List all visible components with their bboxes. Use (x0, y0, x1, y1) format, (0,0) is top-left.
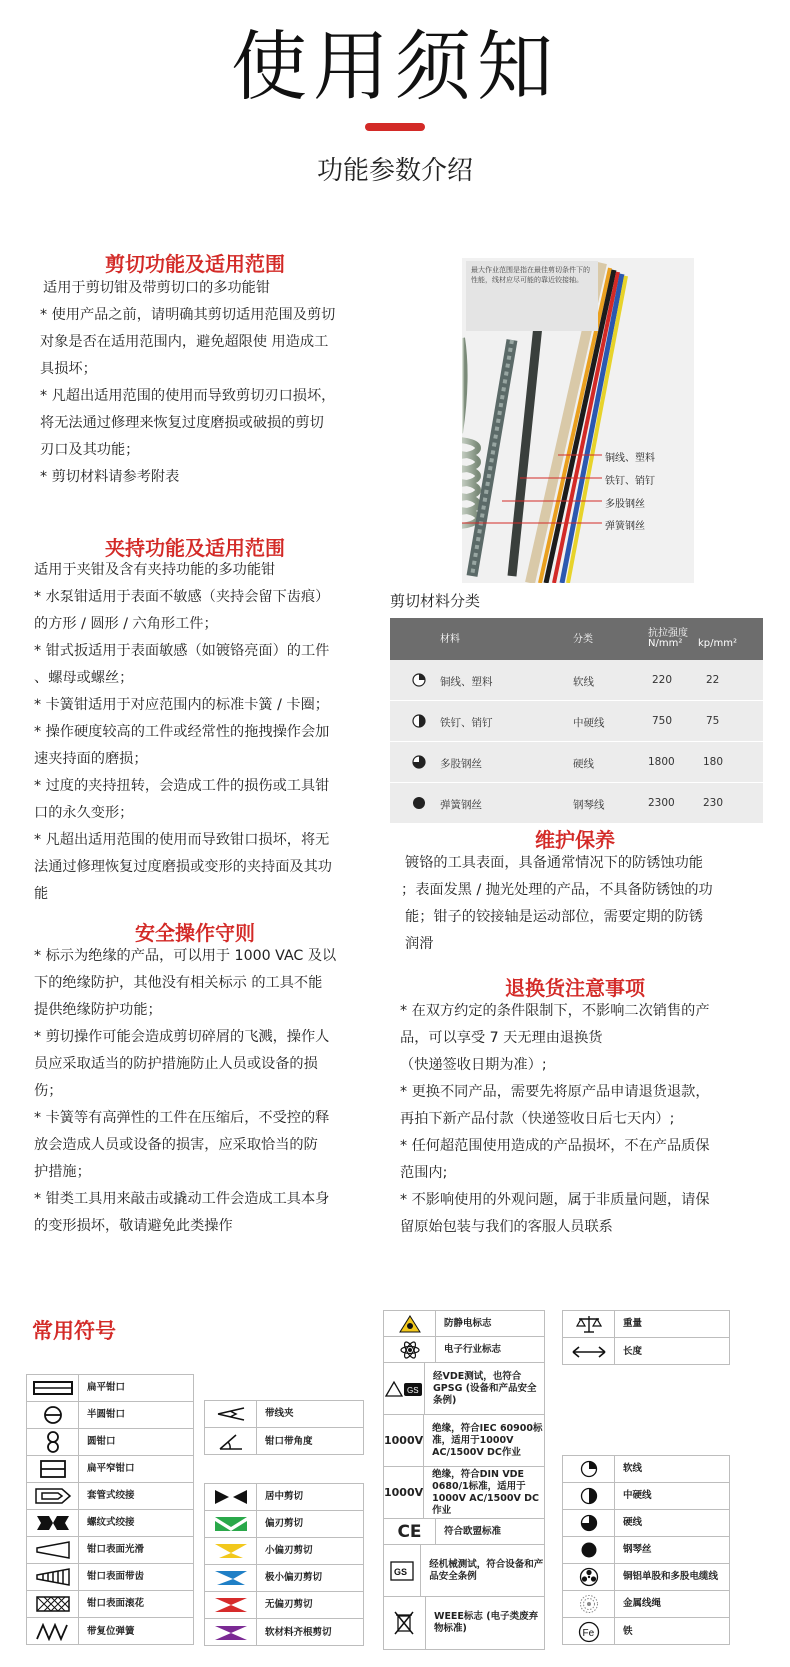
small-bevel-cut-icon (205, 1538, 257, 1564)
soft-flush-cut-icon (205, 1619, 257, 1646)
svg-text:GS: GS (407, 1385, 419, 1395)
safety-line: * 剪切操作可能会造成剪切碎屑的飞溅，操作人 (34, 1029, 330, 1045)
symbol-label: 中硬线 (623, 1490, 652, 1501)
symbol-row (205, 1565, 363, 1592)
symbol-row (563, 1510, 729, 1537)
cell-n: 220 (652, 674, 673, 686)
symbols-standards-table (383, 1310, 545, 1650)
symbol-label: 软线 (623, 1463, 643, 1474)
symbol-label: 圆钳口 (87, 1436, 116, 1447)
symbol-label: 符合欧盟标准 (444, 1525, 502, 1537)
vde-1000v-icon: 1000V (384, 1467, 424, 1518)
table-row (390, 660, 763, 701)
symbol-row (27, 1483, 193, 1510)
symbol-label: 绝缘，符合IEC 60900标准，适用于1000V AC/1500V DC作业 (432, 1422, 543, 1458)
clamp-line: 速夹持面的磨损； (34, 751, 148, 767)
symbol-label: 硬线 (623, 1517, 643, 1528)
angled-jaw-icon (205, 1428, 257, 1455)
maint-line: 润滑 (405, 936, 434, 952)
symbol-row (384, 1597, 544, 1649)
esd-icon (384, 1311, 436, 1336)
safety-line: 伤； (34, 1083, 63, 1099)
clamp-line: * 凡超出适用范围的使用而导致钳口损坏，将无 (34, 832, 330, 848)
symbols-jaws-table (26, 1374, 194, 1645)
symbol-label: 经VDE测试，也符合GPSG (设备和产品安全条例) (433, 1370, 537, 1406)
vde-gs-icon (384, 1363, 425, 1414)
round-jaw-icon (27, 1429, 79, 1455)
symbol-row (384, 1519, 544, 1545)
symbol-row (27, 1618, 193, 1645)
symbol-row (384, 1311, 544, 1337)
header-strength: 抗拉强度 (648, 628, 688, 639)
iec-1000v-icon: 1000V (384, 1415, 424, 1466)
clamp-heading: 夹持功能及适用范围 (105, 536, 285, 560)
wire-label-copper: 铜线、塑料 (605, 453, 655, 464)
symbols-cut-table (204, 1483, 364, 1646)
symbol-label: 重量 (623, 1318, 643, 1329)
symbol-label: 铜铝单股和多股电缆线 (623, 1571, 719, 1582)
symbol-row (384, 1415, 544, 1467)
cut-heading: 剪切功能及适用范围 (105, 252, 285, 276)
table-header (390, 618, 763, 660)
symbol-row (27, 1429, 193, 1456)
symbol-label: 软材料齐根剪切 (265, 1626, 332, 1638)
cell-category: 硬线 (573, 758, 594, 770)
cut-line: 适用于剪切钳及带剪切口的多功能钳 (43, 280, 271, 296)
safety-body (34, 943, 364, 1240)
cell-kp: 180 (703, 756, 724, 768)
symbol-label: 金属线绳 (623, 1598, 662, 1609)
maint-line: ；表面发黑 / 抛光处理的产品，不具备防锈蚀的功 (401, 882, 713, 898)
returns-line: 再拍下新产品付款（快递签收日后七天内）; (400, 1111, 675, 1127)
cell-kp: 230 (703, 797, 724, 809)
weee-icon (384, 1597, 426, 1649)
page-title: 使用须知 (231, 22, 559, 111)
cell-kp: 22 (706, 674, 720, 686)
weight-icon (563, 1311, 615, 1337)
header-unit-n: N/mm² (648, 638, 683, 649)
symbol-row (27, 1456, 193, 1483)
electronics-icon (384, 1337, 436, 1362)
symbol-label: 螺纹式绞接 (87, 1517, 135, 1528)
maint-body (401, 850, 765, 958)
cell-n: 2300 (648, 797, 675, 809)
returns-heading: 退换货注意事项 (505, 976, 645, 1000)
wire-label-spring: 弹簧钢丝 (605, 521, 645, 532)
clamp-line: 口的永久变形； (34, 805, 134, 821)
half-round-jaw-icon (27, 1402, 79, 1428)
symbol-row (205, 1538, 363, 1565)
symbol-row (563, 1483, 729, 1510)
header-material: 材料 (440, 634, 460, 645)
symbol-label: 经机械测试，符合设备和产品安全条例 (429, 1558, 544, 1582)
symbols-wire-table (562, 1455, 730, 1645)
clamp-line: * 钳式扳适用于表面敏感（如镀铬亮面）的工件 (34, 643, 330, 659)
spring-wire (462, 338, 478, 526)
header-unit-kp: kp/mm² (698, 638, 737, 649)
symbol-row (27, 1564, 193, 1591)
gs-mechanical-icon (384, 1545, 421, 1596)
narrow-flat-jaw-icon (27, 1456, 79, 1482)
cell-n: 1800 (648, 756, 675, 768)
soft-wire-icon (412, 673, 426, 690)
symbol-row (27, 1537, 193, 1564)
symbol-row (205, 1401, 363, 1428)
cell-material: 多股钢丝 (440, 758, 482, 770)
clamp-line: 能 (34, 886, 49, 902)
svg-text:GS: GS (394, 1566, 408, 1577)
photo-note: 最大作业范围是指在最佳剪切条件下的性能，线材应尽可能的靠近铰接轴。 (466, 261, 598, 331)
symbol-row (205, 1484, 363, 1511)
symbol-row (205, 1592, 363, 1619)
title-underline (365, 123, 425, 131)
symbol-label: 电子行业标志 (444, 1343, 502, 1355)
center-cut-icon (205, 1484, 257, 1510)
wire-label-nail: 铁钉、销钉 (605, 476, 655, 487)
knurled-jaw-icon (27, 1591, 79, 1617)
symbol-row (384, 1363, 544, 1415)
symbol-label: 偏刃剪切 (265, 1518, 304, 1529)
cable-icon (563, 1564, 615, 1590)
table-row (390, 783, 763, 824)
symbol-label: WEEE标志 (电子类废弃物标准) (433, 1611, 539, 1634)
symbol-label: 绝缘，符合DIN VDE 0680/1标准，适用于1000V AC/1500V DC作业 (432, 1468, 539, 1516)
header-category: 分类 (573, 634, 593, 645)
safety-heading: 安全操作守则 (135, 921, 255, 945)
symbol-row (563, 1537, 729, 1564)
wire-rope-icon (563, 1591, 615, 1617)
symbol-row (563, 1338, 729, 1365)
cell-n: 750 (652, 715, 673, 727)
symbol-row (563, 1456, 729, 1483)
symbol-row (27, 1402, 193, 1429)
symbol-label: 小偏刃剪切 (265, 1545, 313, 1556)
returns-line: * 任何超范围使用造成的产品损坏，不在产品质保 (400, 1138, 710, 1154)
returns-line: * 更换不同产品，需要先将原产品申请退货退款， (400, 1084, 710, 1100)
flush-cut-icon (205, 1592, 257, 1618)
symbol-label: 长度 (623, 1345, 643, 1357)
symbol-label: 带线夹 (265, 1408, 294, 1419)
cut-line: * 剪切材料请参考附表 (40, 469, 180, 485)
clamp-line: * 卡簧钳适用于对应范围内的标准卡簧 / 卡圈； (34, 697, 329, 713)
returns-body (400, 998, 770, 1241)
cut-line: 对象是否在适用范围内，避免超限使 用造成工 (40, 334, 329, 350)
symbol-row (384, 1467, 544, 1519)
symbol-label: 钢琴丝 (623, 1544, 652, 1555)
cell-category: 软线 (573, 676, 594, 688)
cut-line: 具损坏； (40, 361, 97, 377)
symbol-label: 极小偏刃剪切 (265, 1572, 323, 1583)
symbol-row (563, 1311, 729, 1338)
symbol-label: 半圆钳口 (87, 1409, 126, 1420)
symbols-clip-table (204, 1400, 364, 1455)
returns-line: * 在双方约定的条件限制下，不影响二次销售的产 (400, 1003, 710, 1019)
cut-body (40, 275, 360, 491)
safety-line: 的变形损坏，敬请避免此类操作 (34, 1218, 233, 1234)
clamp-line: * 水泵钳适用于表面不敏感（夹持会留下齿痕） (34, 589, 330, 605)
medium-wire-icon (563, 1483, 615, 1509)
box-joint-icon (27, 1483, 79, 1509)
materials-title: 剪切材料分类 (390, 592, 481, 610)
cell-material: 铜线、塑料 (440, 676, 493, 688)
cut-line: 将无法通过修理来恢复过度磨损或破损的剪切 (40, 415, 324, 431)
piano-wire-icon (412, 796, 426, 813)
length-icon (563, 1338, 615, 1365)
symbol-row (205, 1428, 363, 1455)
iron-icon (563, 1618, 615, 1645)
clamp-line: 法通过修理恢复过度磨损或变形的夹持面及其功 (34, 859, 332, 875)
hard-wire-icon (412, 755, 426, 772)
symbol-row (27, 1591, 193, 1618)
clamp-line: 适用于夹钳及含有夹持功能的多功能钳 (34, 562, 276, 578)
soft-wire-icon (563, 1456, 615, 1482)
symbol-label: 带复位弹簧 (87, 1625, 135, 1637)
medium-wire-icon (412, 714, 426, 731)
symbol-label: 钳口表面带齿 (87, 1571, 145, 1582)
smooth-jaw-icon (27, 1537, 79, 1563)
table-row (390, 742, 763, 783)
cell-category: 钢琴线 (573, 799, 605, 811)
piano-wire-icon (563, 1537, 615, 1563)
symbol-row (205, 1511, 363, 1538)
cell-kp: 75 (706, 715, 720, 727)
safety-line: 员应采取适当的防护措施防止人员或设备的损 (34, 1056, 318, 1072)
table-row (390, 701, 763, 742)
materials-table (390, 618, 763, 824)
cell-material: 弹簧钢丝 (440, 799, 482, 811)
safety-line: * 钳类工具用来敲击或撬动工件会造成工具本身 (34, 1191, 330, 1207)
ce-icon: CE (384, 1519, 436, 1544)
cut-line: 刃口及其功能； (40, 442, 140, 458)
symbol-row (563, 1618, 729, 1645)
symbol-label: 防静电标志 (444, 1317, 492, 1329)
clamp-line: 的方形 / 圆形 / 六角形工件； (34, 616, 218, 632)
safety-line: 提供绝缘防护功能； (34, 1002, 162, 1018)
returns-line: * 不影响使用的外观问题，属于非质量问题，请保 (400, 1192, 710, 1208)
symbols-measure-table (562, 1310, 730, 1365)
symbol-label: 套管式绞接 (87, 1490, 135, 1501)
mini-bevel-cut-icon (205, 1565, 257, 1591)
return-spring-icon (27, 1618, 79, 1645)
safety-line: 下的绝缘防护，其他没有相关标示 的工具不能 (34, 975, 323, 991)
hard-wire-icon (563, 1510, 615, 1536)
fe-icon-text: Fe (582, 1627, 594, 1639)
page-subtitle: 功能参数介绍 (316, 156, 473, 186)
clamp-line: * 操作硬度较高的工件或经常性的拖拽操作会加 (34, 724, 330, 740)
symbol-label: 居中剪切 (265, 1491, 304, 1502)
safety-line: 护措施； (34, 1164, 91, 1180)
serrated-jaw-icon (27, 1564, 79, 1590)
symbol-row (384, 1545, 544, 1597)
cut-line: * 使用产品之前，请明确其剪切适用范围及剪切 (40, 307, 336, 323)
maint-line: 能；钳子的铰接轴是运动部位，需要定期的防锈 (405, 909, 703, 925)
cell-category: 中硬线 (573, 717, 605, 729)
symbol-row (563, 1564, 729, 1591)
clamp-line: * 过度的夹持扭转，会造成工件的损伤或工具钳 (34, 778, 330, 794)
maint-heading: 维护保养 (535, 828, 615, 852)
screw-joint-icon (27, 1510, 79, 1536)
symbol-label: 无偏刃剪切 (265, 1599, 313, 1610)
returns-line: （快递签收日期为准）; (400, 1057, 547, 1073)
clamp-line: 、螺母或螺丝； (34, 670, 134, 686)
flat-jaw-icon (27, 1375, 79, 1401)
symbol-row (563, 1591, 729, 1618)
symbol-label: 铁 (623, 1625, 633, 1637)
safety-line: * 标示为绝缘的产品，可以用于 1000 VAC 及以 (34, 948, 337, 964)
symbols-title: 常用符号 (32, 1319, 116, 1343)
symbol-label: 钳口表面滚花 (87, 1598, 145, 1609)
returns-line: 范围内; (400, 1165, 448, 1181)
safety-line: 放会造成人员或设备的损害，应采取恰当的防 (34, 1137, 318, 1153)
symbol-label: 钳口表面光滑 (87, 1544, 145, 1555)
symbol-row (205, 1619, 363, 1646)
symbol-row (27, 1510, 193, 1537)
maint-line: 镀铬的工具表面，具备通常情况下的防锈蚀功能 (405, 855, 703, 871)
returns-line: 品，可以享受 7 天无理由退换货 (400, 1030, 603, 1046)
cell-material: 铁钉、销钉 (440, 717, 493, 729)
wire-clip-icon (205, 1401, 257, 1427)
symbol-label: 扁平窄钳口 (87, 1463, 135, 1474)
safety-line: * 卡簧等有高弹性的工件在压缩后，不受控的释 (34, 1110, 330, 1126)
cut-line: * 凡超出适用范围的使用而导致剪切刃口损坏， (40, 388, 336, 404)
clamp-body (34, 557, 364, 908)
bevel-cut-icon (205, 1511, 257, 1537)
symbol-row (384, 1337, 544, 1363)
symbol-label: 扁平钳口 (87, 1382, 126, 1393)
symbol-label: 钳口带角度 (265, 1435, 313, 1447)
symbol-row (27, 1375, 193, 1402)
returns-line: 留原始包装与我们的客服人员联系 (400, 1219, 613, 1235)
wire-label-stranded: 多股钢丝 (605, 499, 645, 510)
